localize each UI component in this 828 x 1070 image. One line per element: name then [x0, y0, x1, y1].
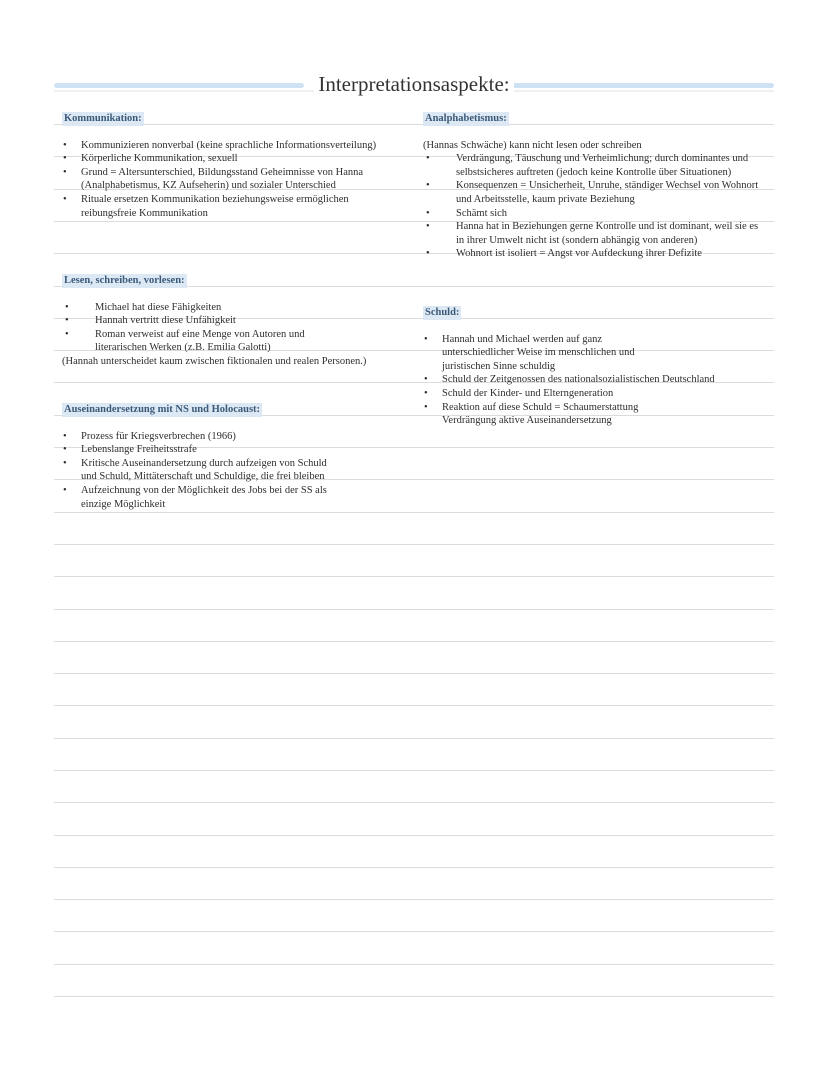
list-item: • Prozess für Kriegsverbrechen (1966) [62, 430, 392, 444]
intro-text: (Hannas Schwäche) kann nicht lesen oder schreiben [423, 139, 642, 151]
title-area [54, 72, 774, 98]
bullet-list [62, 430, 392, 512]
list-item: • Grund = Altersunterschied, Bildungsstand Geheimnisse von Hanna (Analphabetismus, KZ Aufseherin) und sozialer Unterschied [62, 166, 392, 193]
section-heading: Auseinandersetzung mit NS und Holocaust: [64, 404, 261, 415]
section-analphabetismus [423, 112, 768, 261]
list-item: • Hannah und Michael werden auf ganz unterschiedlicher Weise im menschlichen und juristischen Sinne schuldig [423, 333, 768, 374]
page-title: Interpretationsaspekte: [314, 72, 513, 96]
bullet-list [62, 139, 392, 221]
list-item: • Kritische Auseinandersetzung durch aufzeigen von Schuld und Schuld, Mittäterschaft und Schuldige, die frei bleiben [62, 457, 392, 484]
bullet-list [62, 301, 392, 355]
list-item: • Roman verweist auf eine Menge von Autoren und literarischen Werken (z.B. Emilia Galotti) [62, 328, 392, 355]
section-heading: Analphabetismus: [425, 113, 507, 124]
section-heading: Schuld: [425, 307, 460, 318]
list-item: • Verdrängung, Täuschung und Verheimlichung; durch dominantes und selbstsicheres auftreten (jedoch keine Kontrolle über Situationen) [423, 152, 768, 179]
list-item: • Lebenslange Freiheitsstrafe [62, 443, 392, 457]
list-item: • Wohnort ist isoliert = Angst vor Aufdeckung ihrer Defizite [423, 247, 768, 261]
note-text: (Hannah unterscheidet kaum zwischen fiktionalen und realen Personen.) [62, 355, 367, 367]
list-item: • Rituale ersetzen Kommunikation beziehungsweise ermöglichen reibungsfreie Kommunikation [62, 193, 392, 220]
list-item: • Schuld der Kinder- und Elterngeneration [423, 387, 768, 401]
list-item: • Hanna hat in Beziehungen gerne Kontrolle und ist dominant, weil sie es in ihrer Umwelt nicht ist (sondern abhängig von anderen) [423, 220, 768, 247]
bullet-list [423, 333, 768, 428]
list-item: • Reaktion auf diese Schuld = Schaumerstattung Verdrängung aktive Auseinandersetzung [423, 401, 768, 428]
list-item: • Aufzeichnung von der Möglichkeit des Jobs bei der SS als einzige Möglichkeit [62, 484, 392, 511]
section-ns-holocaust [62, 403, 392, 511]
list-item: • Michael hat diese Fähigkeiten [62, 301, 392, 315]
bullet-list [423, 152, 768, 261]
section-schuld [423, 306, 768, 428]
list-item: • Schämt sich [423, 207, 768, 221]
section-lesen [62, 274, 392, 369]
list-item: • Hannah vertritt diese Unfähigkeit [62, 314, 392, 328]
section-heading: Kommunikation: [64, 113, 142, 124]
list-item: • Schuld der Zeitgenossen des nationalsozialistischen Deutschland [423, 373, 768, 387]
section-kommunikation [62, 112, 392, 220]
section-heading: Lesen, schreiben, vorlesen: [64, 275, 185, 286]
list-item: • Kommunizieren nonverbal (keine sprachliche Informationsverteilung) [62, 139, 392, 153]
list-item: • Konsequenzen = Unsicherheit, Unruhe, ständiger Wechsel von Wohnort und Arbeitsstelle, kaum private Beziehung [423, 179, 768, 206]
list-item: • Körperliche Kommunikation, sexuell [62, 152, 392, 166]
